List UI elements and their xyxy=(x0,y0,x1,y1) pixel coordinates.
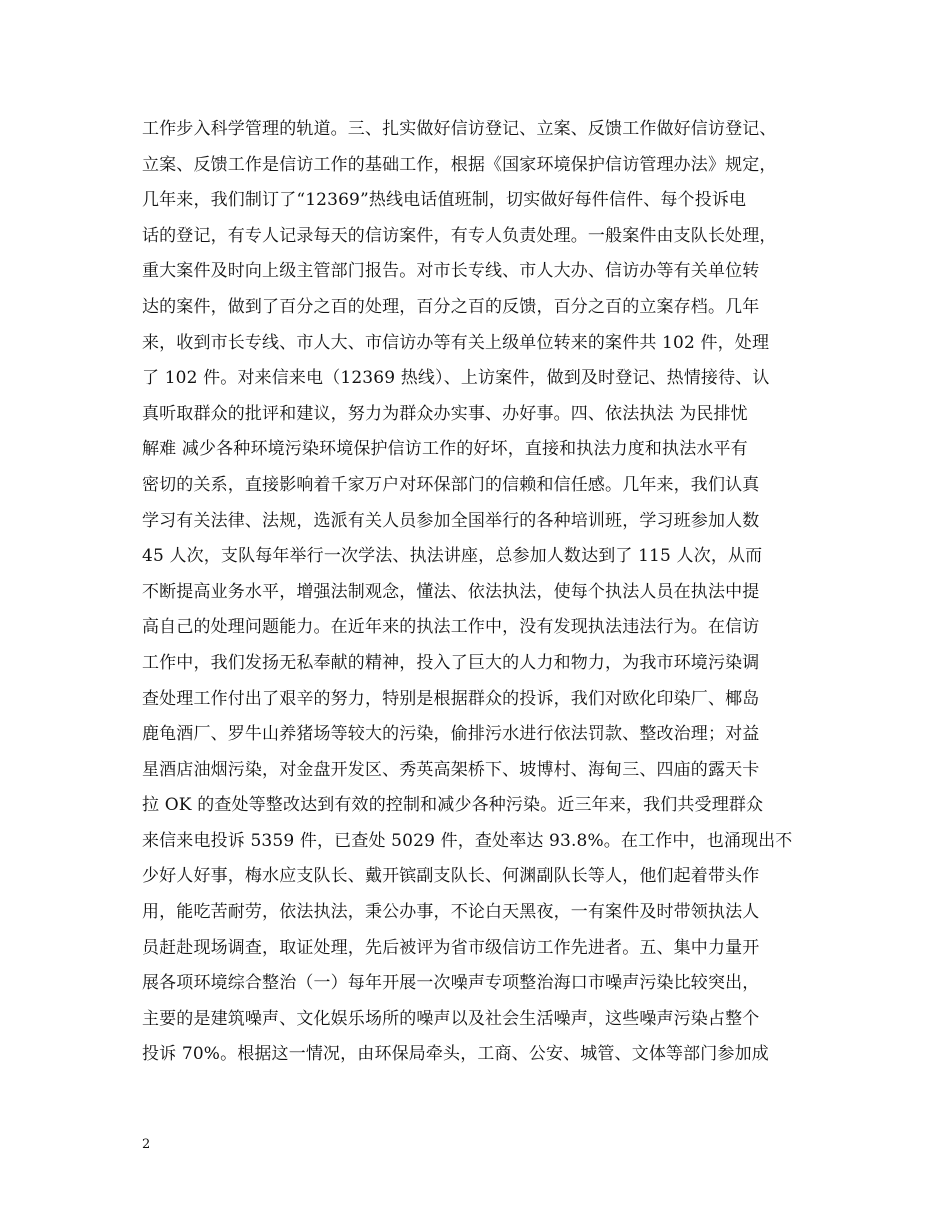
text-line: 投诉 70%。根据这一情况，由环保局牵头，工商、公安、城管、文体等部门参加成 xyxy=(142,1044,769,1065)
text-line: 了 102 件。对来信来电（12369 热线）、上访案件，做到及时登记、热情接待、认 xyxy=(142,368,770,389)
text-line: 真听取群众的批评和建议，努力为群众办实事、办好事。四、依法执法 为民排忧 xyxy=(142,403,748,424)
text-line: 工作中，我们发扬无私奉献的精神，投入了巨大的人力和物力，为我市环境污染调 xyxy=(142,652,760,673)
text-line: 展各项环境综合整治（一）每年开展一次噪声专项整治海口市噪声污染比较突出， xyxy=(142,973,760,994)
text-line: 来，收到市长专线、市人大、市信访办等有关上级单位转来的案件共 102 件，处理 xyxy=(142,332,770,353)
text-line: 45 人次，支队每年举行一次学法、执法讲座，总参加人数达到了 115 人次，从而 xyxy=(142,546,763,567)
text-line: 话的登记，有专人记录每天的信访案件，有专人负责处理。一般案件由支队长处理， xyxy=(142,225,777,246)
text-line: 鹿龟酒厂、罗牛山养猪场等较大的污染，偷排污水进行依法罚款、整改治理；对益 xyxy=(142,724,760,745)
text-line: 立案、反馈工作是信访工作的基础工作，根据《国家环境保护信访管理办法》规定， xyxy=(142,154,777,175)
text-line: 密切的关系，直接影响着千家万户对环保部门的信赖和信任感。几年来，我们认真 xyxy=(142,474,760,495)
text-line: 星酒店油烟污染，对金盘开发区、秀英高架桥下、坡博村、海甸三、四庙的露天卡 xyxy=(142,759,760,780)
text-line: 不断提高业务水平，增强法制观念，懂法、依法执法，使每个执法人员在执法中提 xyxy=(142,581,760,602)
text-line: 员赶赴现场调查，取证处理，先后被评为省市级信访工作先进者。五、集中力量开 xyxy=(142,937,760,958)
text-line: 来信来电投诉 5359 件，已查处 5029 件，查处率达 93.8%。在工作中，也涌现出不 xyxy=(142,830,793,851)
text-line: 用，能吃苦耐劳，依法执法，秉公办事，不论白天黑夜，一有案件及时带领执法人 xyxy=(142,902,760,923)
text-line: 工作步入科学管理的轨道。三、扎实做好信访登记、立案、反馈工作做好信访登记、 xyxy=(142,119,777,139)
text-line: 解难 减少各种环境污染环境保护信访工作的好坏，直接和执法力度和执法水平有 xyxy=(142,439,748,460)
text-line: 查处理工作付出了艰辛的努力，特别是根据群众的投诉，我们对欧化印染厂、椰岛 xyxy=(142,688,760,709)
text-line: 主要的是建筑噪声、文化娱乐场所的噪声以及社会生活噪声，这些噪声污染占整个 xyxy=(142,1008,760,1029)
page-number: 2 xyxy=(142,1137,151,1152)
text-line: 重大案件及时向上级主管部门报告。对市长专线、市人大办、信访办等有关单位转 xyxy=(142,261,760,282)
body-text xyxy=(142,112,814,1073)
text-line: 高自己的处理问题能力。在近年来的执法工作中，没有发现执法违法行为。在信访 xyxy=(142,617,760,638)
text-line: 少好人好事，梅水应支队长、戴开镔副支队长、何渊副队长等人，他们起着带头作 xyxy=(142,866,760,887)
text-line: 达的案件，做到了百分之百的处理，百分之百的反馈，百分之百的立案存档。几年 xyxy=(142,296,760,317)
text-line: 学习有关法律、法规，选派有关人员参加全国举行的各种培训班，学习班参加人数 xyxy=(142,510,760,531)
text-line: 几年来，我们制订了“12369”热线电话值班制，切实做好每件信件、每个投诉电 xyxy=(142,190,747,211)
text-line: 拉 OK 的查处等整改达到有效的控制和减少各种污染。近三年来，我们共受理群众 xyxy=(142,795,764,816)
